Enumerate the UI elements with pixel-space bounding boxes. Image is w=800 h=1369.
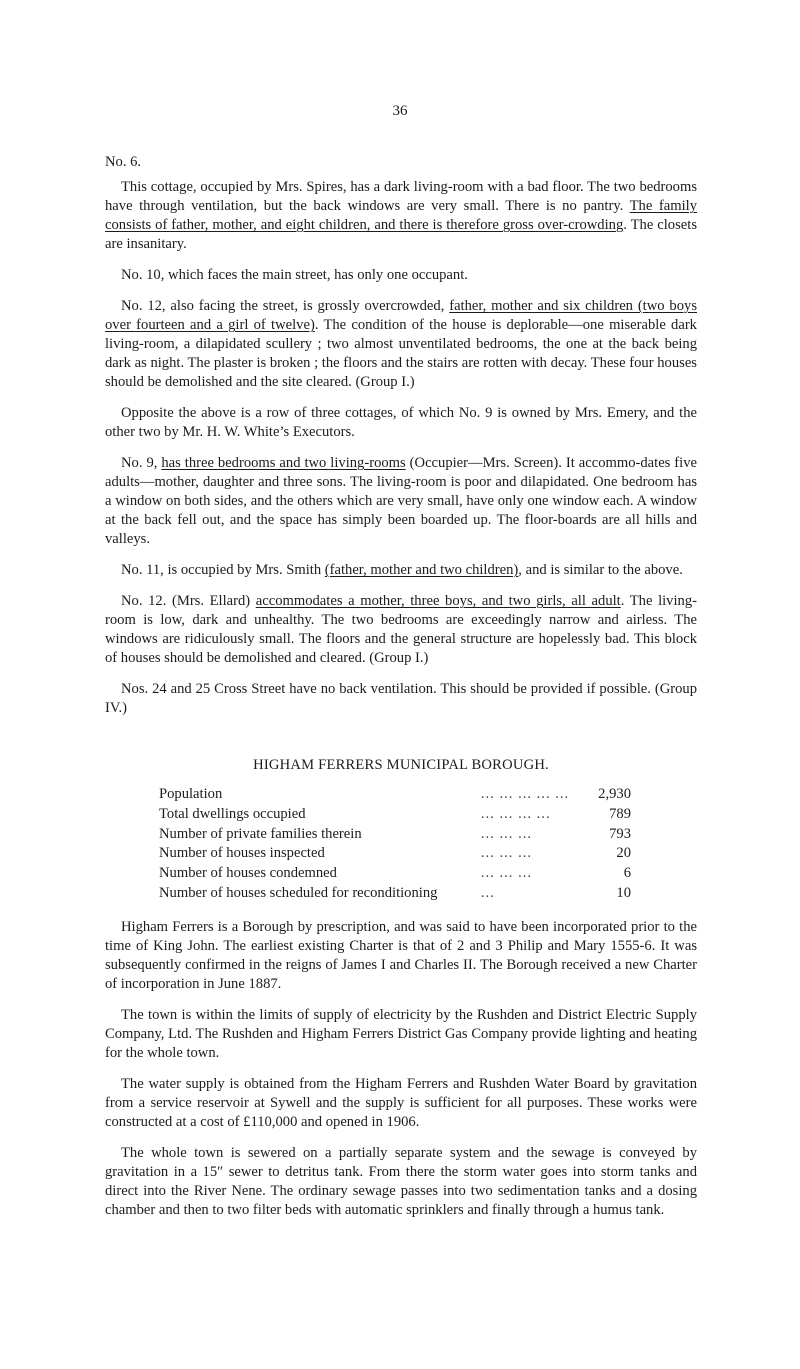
- paragraph-history: Higham Ferrers is a Borough by prescription, and was said to have been incorporated prior to the time of King John. The earliest existing Charter is that of 2 and 3 Philip and Mary 1555-6. It was subsequently confirmed in the reigns of James I and Charles II. The Borough received a new Charter of incorporation in June 1887.: [105, 918, 697, 992]
- paragraph-cross-street: Nos. 24 and 25 Cross Street have no back ventilation. This should be provided if possible. (Group IV.): [105, 681, 697, 716]
- leader-dots: ... ... ...: [480, 845, 533, 862]
- section-heading: No. 6.: [105, 154, 142, 170]
- leader-dots: ... ... ... ... ...: [480, 786, 570, 802]
- table-row: [159, 785, 631, 805]
- stat-value: 20: [616, 845, 631, 862]
- page-number: 36: [392, 103, 408, 119]
- underlined-text: The family consists of father, mother, and eight children, and there is therefore gross over-crowding: [105, 198, 698, 233]
- document-body: [105, 153, 697, 1232]
- paragraph-no12: No. 12, also facing thе street, is grossly overcrowded, father, mother and six children (two boys over fourteen and a girl of twelve). The condition of the house is deplorable—one miserable dark living-room, a dilapidated scullery ; two almost unventilated bedrooms, the one at the back being dark as night. The plaster is broken ; the floors and the stairs are rotten with decay. These four houses should be demolished and the site cleared. (Group I.): [105, 298, 697, 390]
- borough-title: HIGHAM FERRERS MUNICIPAL BOROUGH.: [253, 757, 549, 773]
- stat-label: Number of houses scheduled for reconditioning: [159, 884, 438, 901]
- stat-label: Number of private families therein: [159, 825, 362, 842]
- leader-dots: ...: [480, 884, 495, 901]
- paragraph-no11: No. 11, is occupied by Mrs. Smith (father, mother and two children), and is similar to the above.: [121, 562, 683, 578]
- stat-value: 6: [623, 865, 631, 882]
- borough-statistics-table: [159, 785, 631, 904]
- stat-value: 2,930: [598, 786, 631, 802]
- paragraph-no10: No. 10, which faces the main street, has only one occupant.: [121, 267, 468, 283]
- underlined-text: accommodates a mother, three boys, and two girls, all adult: [255, 593, 621, 609]
- table-row: [159, 864, 631, 884]
- stat-label: Number of houses inspected: [159, 845, 325, 862]
- table-row: [159, 805, 631, 825]
- stat-label: Number of houses condemned: [159, 865, 337, 882]
- stat-value: 793: [609, 825, 631, 842]
- stat-label: Population: [159, 786, 223, 802]
- paragraph-sewerage: The whole town is sewered on a partially separate system and the sewage is conveyed by gravitation in a 15″ sewer to detritus tank. From there the storm water goes into storm tanks and direct into the River Nene. The ordinary sewage passes into two sedimentation tanks and a dosing chamber and then to two filter beds with automatic sprinklers and finally through a humus tank.: [105, 1144, 697, 1218]
- paragraph-electricity: The town is within the limits of supply of electricity by the Rushden and District Electric Supply Company, Ltd. The Rushden and Higham Ferrers District Gas Company provide lighting and heating for the whole town.: [105, 1006, 697, 1061]
- stat-value: 789: [609, 805, 631, 822]
- paragraph-water-supply: The water supply is obtained from the Higham Ferrers and Rushden Water Board by gravitation from a service reservoir at Sywell and the supply is sufficient for all purposes. These works were constructed at a cost of £110,000 and opened in 1906.: [105, 1075, 697, 1130]
- stat-value: 10: [616, 884, 631, 901]
- underlined-text: father, mother and six children (two boys over fourteen and a girl of twelve): [105, 298, 697, 333]
- table-row: [159, 884, 631, 904]
- paragraph-no12-ellard: No. 12. (Mrs. Ellard) accommodates a mother, three boys, and two girls, all adult. The living-room is low, dark and unhealthy. The two bedrooms are exceedingly narrow and airless. The windows are ridiculously small. The floors and the general structure are hopelessly bad. This block of houses should be demolished and cleared. (Group I.): [105, 593, 697, 666]
- underlined-text: (father, mother and two children): [324, 562, 519, 578]
- paragraph-row-of-cottages: Opposite the above is a row of three cottages, of which No. 9 is owned by Mrs. Emery, and the other two by Mr. H. W. White’s Executors.: [105, 405, 697, 440]
- table-row: [159, 844, 631, 864]
- leader-dots: ... ... ...: [480, 865, 533, 882]
- leader-dots: ... ... ...: [480, 825, 533, 842]
- stat-label: Total dwellings occupied: [159, 805, 306, 822]
- underlined-text: has three bedrooms and two living-rooms: [161, 455, 406, 471]
- paragraph-no9: No. 9, has three bedrooms and two living-rooms (Occupier—Mrs. Screen). It accommo-dates five adults—mother, daughter and three sons. The living-room is poor and dilapidated. One bedroom has a window on both sides, and the others which are very small, have only one window each. A window at the back fell out, and the space has simply been boarded up. The floor-boards are all hills and valleys.: [105, 455, 697, 547]
- table-row: [159, 825, 631, 845]
- leader-dots: ... ... ... ...: [480, 805, 551, 822]
- paragraph-no6: This cottage, occupied by Mrs. Spires, has a dark living-room with a bad floor. The two bedrooms have through ventilation, but the back windows are very small. There is no pantry. The family consists of father, mother, and eight children, and there is therefore gross over-crowding. The closets are insanitary.: [105, 179, 698, 252]
